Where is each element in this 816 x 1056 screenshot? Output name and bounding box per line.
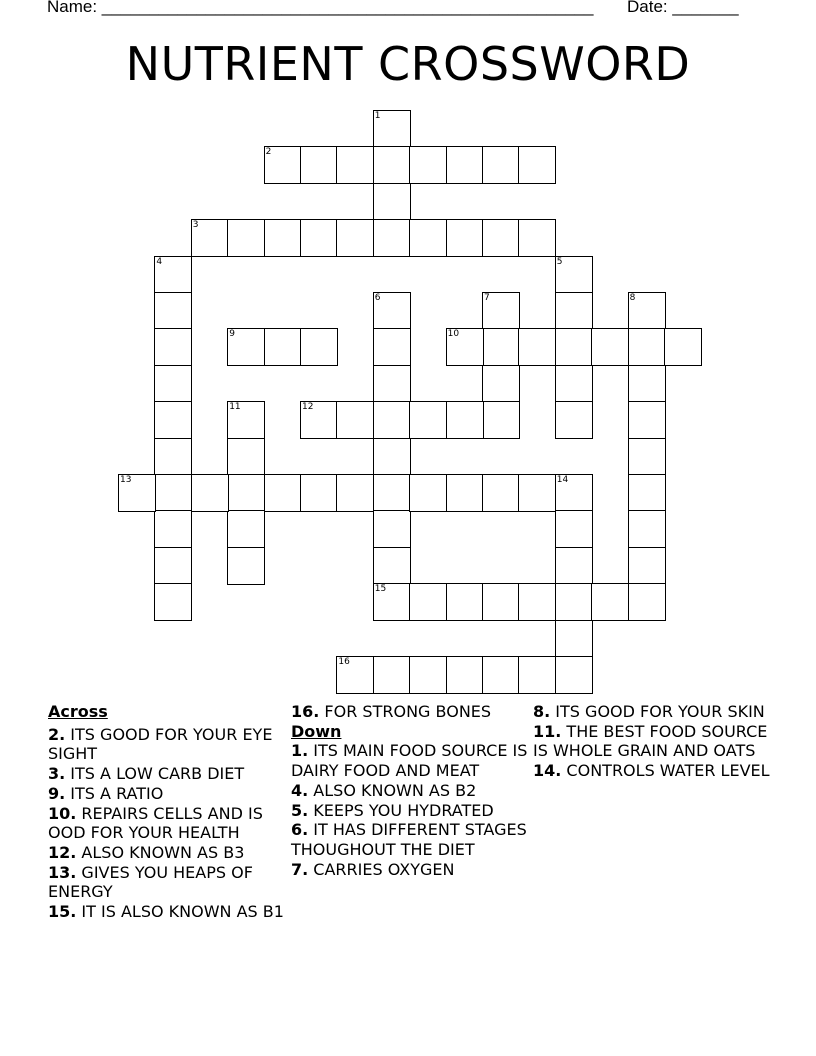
clue-text: ITS GOOD FOR YOUR SKIN: [550, 702, 765, 721]
clue-item: [291, 741, 531, 780]
crossword-cell[interactable]: [555, 328, 593, 366]
crossword-cell[interactable]: [555, 474, 593, 512]
clue-item: [48, 902, 288, 922]
crossword-cell[interactable]: [118, 474, 156, 512]
crossword-cell[interactable]: [628, 365, 666, 403]
crossword-cell[interactable]: [518, 219, 556, 257]
crossword-cell[interactable]: [446, 219, 484, 257]
crossword-cell[interactable]: [628, 328, 666, 366]
clue-number: 11.: [533, 721, 562, 741]
crossword-cell[interactable]: [227, 474, 265, 512]
crossword-cell[interactable]: [446, 401, 484, 439]
clue-item: [533, 722, 773, 761]
clue-item: [291, 801, 531, 821]
crossword-cell[interactable]: [482, 583, 520, 621]
crossword-cell[interactable]: [518, 146, 556, 184]
page-title: NUTRIENT CROSSWORD: [125, 37, 691, 91]
crossword-cell[interactable]: [300, 219, 338, 257]
clue-number: 3.: [48, 764, 66, 784]
crossword-cell[interactable]: [373, 474, 411, 512]
crossword-cell[interactable]: [482, 219, 520, 257]
crossword-cell[interactable]: [591, 583, 629, 621]
crossword-cell[interactable]: [373, 438, 411, 476]
crossword-cell[interactable]: [555, 583, 593, 621]
clue-number: 6.: [291, 820, 309, 840]
clue-item: [48, 784, 288, 804]
crossword-cell[interactable]: [518, 583, 556, 621]
clue-number: 5.: [291, 800, 309, 820]
clue-text: IT HAS DIFFERENT STAGES THOUGHOUT THE DIET: [291, 820, 527, 859]
crossword-cell[interactable]: [154, 547, 192, 585]
crossword-cell[interactable]: [373, 292, 411, 330]
cell-number: 14: [556, 475, 569, 485]
crossword-cell[interactable]: [227, 438, 265, 476]
crossword-cell[interactable]: [446, 474, 484, 512]
crossword-cell[interactable]: [227, 547, 265, 585]
cell-number: 1: [374, 111, 381, 121]
crossword-cell[interactable]: [555, 547, 593, 585]
crossword-cell[interactable]: [154, 510, 192, 548]
clue-item: [291, 702, 531, 722]
cell-number: 6: [374, 293, 381, 303]
clue-text: CONTROLS WATER LEVEL: [561, 761, 770, 781]
crossword-cell[interactable]: [628, 474, 666, 512]
cell-number: 3: [192, 220, 199, 231]
crossword-cell[interactable]: [336, 474, 374, 512]
clue-item: [291, 820, 531, 859]
cell-number: 12: [302, 402, 314, 413]
crossword-cell[interactable]: [227, 219, 265, 257]
cell-number: 10: [447, 329, 460, 340]
crossword-cell[interactable]: [482, 292, 520, 330]
crossword-cell[interactable]: [373, 219, 411, 257]
crossword-cell[interactable]: [191, 474, 229, 512]
clues-column-1: [48, 702, 288, 922]
crossword-cell[interactable]: [227, 328, 265, 366]
cell-number: 2: [265, 147, 272, 158]
crossword-cell[interactable]: [373, 656, 411, 694]
crossword-cell[interactable]: [518, 328, 556, 366]
clue-number: 12.: [48, 842, 77, 862]
clue-text: FOR STRONG BONES: [319, 702, 492, 721]
crossword-cell[interactable]: [591, 328, 629, 366]
crossword-cell[interactable]: [555, 401, 593, 439]
date-field[interactable]: Date: _______: [627, 0, 739, 16]
crossword-cell[interactable]: [227, 401, 265, 439]
cell-number: 7: [484, 293, 490, 303]
crossword-cell[interactable]: [482, 474, 520, 512]
crossword-cell[interactable]: [518, 474, 556, 512]
clues-column-3: [533, 702, 773, 781]
cell-number: 9: [229, 329, 235, 340]
clue-item: [48, 843, 288, 863]
crossword-cell[interactable]: [373, 547, 411, 585]
crossword-cell[interactable]: [336, 146, 374, 184]
crossword-cell[interactable]: [300, 401, 338, 439]
across-heading: Across: [48, 702, 108, 721]
crossword-cell[interactable]: [373, 510, 411, 548]
crossword-cell[interactable]: [154, 583, 192, 621]
cell-number: 15: [374, 584, 387, 595]
down-heading: Down: [291, 721, 342, 741]
crossword-cell[interactable]: [154, 328, 192, 366]
crossword-cell[interactable]: [482, 328, 520, 366]
clue-number: 9.: [48, 783, 66, 803]
crossword-cell[interactable]: [482, 656, 520, 694]
clue-text: GIVES YOU HEAPS OF ENERGY: [48, 862, 253, 902]
clue-number: 15.: [48, 902, 77, 922]
cell-number: 16: [338, 657, 350, 667]
crossword-cell[interactable]: [373, 328, 411, 366]
crossword-cell[interactable]: [409, 146, 447, 184]
crossword-cell[interactable]: [409, 583, 447, 621]
crossword-cell[interactable]: [300, 328, 338, 366]
crossword-cell[interactable]: [154, 474, 192, 512]
clue-item: [48, 804, 288, 843]
crossword-cell[interactable]: [446, 583, 484, 621]
crossword-cell[interactable]: [300, 146, 338, 184]
clue-item: [533, 702, 773, 722]
clue-item: [48, 863, 288, 902]
crossword-cell[interactable]: [628, 510, 666, 548]
crossword-cell[interactable]: [409, 401, 447, 439]
cell-number: 11: [229, 402, 241, 413]
crossword-cell[interactable]: [264, 328, 302, 366]
crossword-cell[interactable]: [264, 219, 302, 257]
clue-number: 14.: [533, 761, 562, 781]
crossword-cell[interactable]: [628, 292, 666, 330]
clue-number: 10.: [48, 803, 77, 823]
clue-number: 16.: [291, 702, 320, 721]
clue-number: 13.: [48, 862, 77, 882]
crossword-cell[interactable]: [555, 620, 593, 658]
clue-text: IT IS ALSO KNOWN AS B1: [76, 902, 284, 922]
clue-text: THE BEST FOOD SOURCE IS WHOLE GRAIN AND OATS: [533, 721, 768, 761]
cell-number: 8: [629, 293, 636, 303]
clue-item: [533, 761, 773, 781]
clue-item: [291, 781, 531, 801]
clue-item: [48, 764, 288, 784]
crossword-cell[interactable]: [555, 292, 593, 330]
clue-text: REPAIRS CELLS AND IS OOD FOR YOUR HEALTH: [48, 803, 263, 843]
cell-number: 5: [556, 256, 563, 267]
clue-item: [291, 860, 531, 880]
clue-item: [48, 725, 288, 764]
clue-text: ITS A RATIO: [65, 783, 164, 803]
name-field[interactable]: Name: ____________________________________________________: [47, 0, 594, 16]
crossword-cell[interactable]: [446, 328, 484, 366]
crossword-cell[interactable]: [482, 146, 520, 184]
crossword-cell[interactable]: [373, 583, 411, 621]
clues-column-2: [291, 702, 531, 879]
crossword-cell[interactable]: [446, 656, 484, 694]
clue-text: ITS GOOD FOR YOUR EYE SIGHT: [48, 724, 273, 764]
crossword-cell[interactable]: [409, 219, 447, 257]
clue-number: 7.: [291, 859, 309, 879]
crossword-cell[interactable]: [482, 365, 520, 403]
crossword-cell[interactable]: [628, 401, 666, 439]
crossword-cell[interactable]: [446, 146, 484, 184]
crossword-cell[interactable]: [373, 146, 411, 184]
cell-number: 13: [120, 475, 132, 485]
clue-text: CARRIES OXYGEN: [308, 859, 455, 879]
clue-number: 4.: [291, 780, 309, 800]
clue-text: ITS MAIN FOOD SOURCE IS DAIRY FOOD AND MEAT: [291, 741, 528, 781]
clue-number: 8.: [533, 702, 551, 721]
crossword-cell[interactable]: [373, 110, 411, 148]
crossword-cell[interactable]: [482, 401, 520, 439]
crossword-cell[interactable]: [409, 656, 447, 694]
crossword-cell[interactable]: [373, 401, 411, 439]
crossword-cell[interactable]: [664, 328, 702, 366]
crossword-cell[interactable]: [300, 474, 338, 512]
cell-number: 4: [156, 256, 163, 267]
crossword-cell[interactable]: [555, 510, 593, 548]
crossword-cell[interactable]: [373, 183, 411, 221]
crossword-cell[interactable]: [628, 583, 666, 621]
clue-text: ALSO KNOWN AS B2: [308, 780, 477, 800]
crossword-cell[interactable]: [227, 510, 265, 548]
clue-text: ALSO KNOWN AS B3: [76, 842, 245, 862]
clue-number: 2.: [48, 724, 66, 744]
clue-text: ITS A LOW CARB DIET: [65, 764, 245, 784]
crossword-cell[interactable]: [555, 656, 593, 694]
crossword-cell[interactable]: [154, 292, 192, 330]
crossword-cell[interactable]: [336, 219, 374, 257]
crossword-cell[interactable]: [373, 365, 411, 403]
crossword-cell[interactable]: [336, 656, 374, 694]
crossword-cell[interactable]: [555, 365, 593, 403]
crossword-cell[interactable]: [154, 256, 192, 294]
crossword-cell[interactable]: [336, 401, 374, 439]
crossword-cell[interactable]: [409, 474, 447, 512]
crossword-cell[interactable]: [154, 365, 192, 403]
crossword-cell[interactable]: [518, 656, 556, 694]
crossword-cell[interactable]: [264, 146, 302, 184]
crossword-cell[interactable]: [191, 219, 229, 257]
crossword-cell[interactable]: [154, 401, 192, 439]
crossword-cell[interactable]: [628, 547, 666, 585]
clue-number: 1.: [291, 741, 309, 761]
crossword-cell[interactable]: [154, 438, 192, 476]
crossword-cell[interactable]: [628, 438, 666, 476]
clue-text: KEEPS YOU HYDRATED: [308, 800, 494, 820]
crossword-cell[interactable]: [555, 256, 593, 294]
crossword-cell[interactable]: [264, 474, 302, 512]
